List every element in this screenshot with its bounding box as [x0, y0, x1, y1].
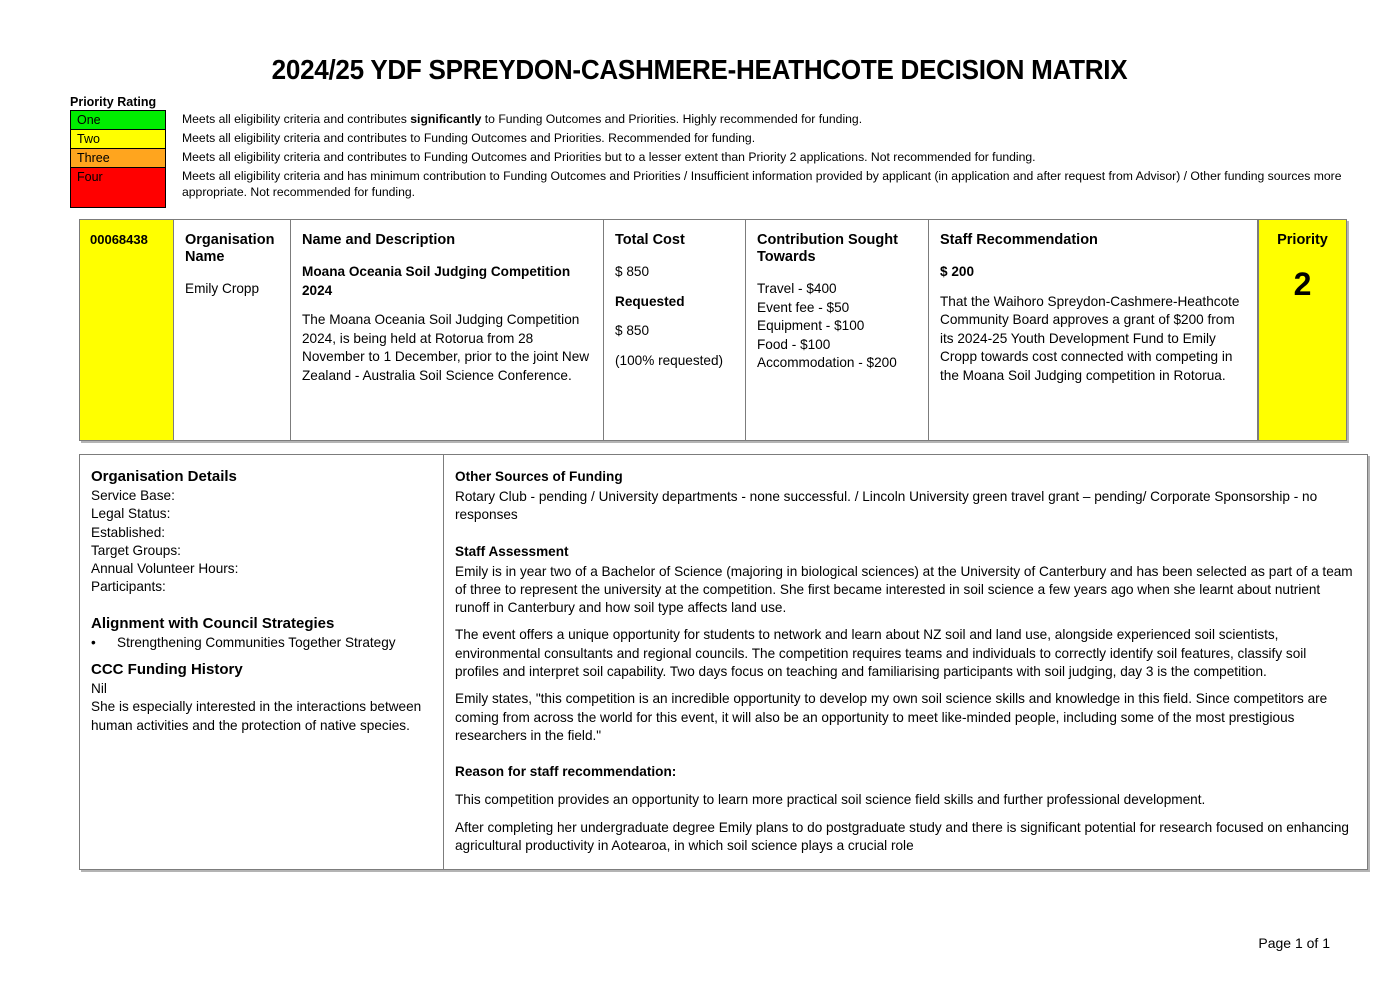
- bullet-icon: •: [91, 634, 96, 650]
- other-sources-text: Rotary Club - pending / University departments - none successful. / Lincoln University green travel grant – pending/ Corporate Sponsorship - no responses: [455, 489, 1318, 523]
- legend-text-one: [166, 110, 1360, 127]
- legend-text-one-after: to Funding Outcomes and Priorities. Highly recommended for funding.: [481, 112, 863, 126]
- organisation-details-heading: Organisation Details: [91, 468, 237, 485]
- organisation-details-column: [80, 455, 444, 869]
- legend-row-three: [70, 148, 1360, 167]
- legend-row-one: [70, 110, 1360, 129]
- alignment-bullet-label: Strengthening Communities Together Strategy: [117, 634, 396, 650]
- requested-amount: $ 850: [615, 323, 650, 338]
- page-footer: Page 1 of 1: [1258, 935, 1330, 951]
- spacer: [91, 652, 431, 660]
- contribution-sought-header: Contribution Sought Towards: [757, 232, 898, 265]
- priority-cell: [1258, 220, 1346, 440]
- legend-text-one-bold: significantly: [410, 112, 482, 126]
- spacer: [91, 597, 431, 614]
- staff-recommendation-header: Staff Recommendation: [940, 232, 1098, 248]
- field-annual-volunteer-hours: Annual Volunteer Hours:: [91, 561, 239, 577]
- field-established: Established:: [91, 524, 166, 540]
- page-title: 2024/25 YDF SPREYDON-CASHMERE-HEATHCOTE DECISION MATRIX: [271, 54, 1128, 85]
- total-cost-amount: $ 850: [615, 264, 650, 279]
- spacer: [615, 341, 735, 352]
- assessment-column: [444, 455, 1367, 869]
- legend-rows: [70, 110, 1360, 208]
- legend-text-three: Meets all eligibility criteria and contributes to Funding Outcomes and Priorities but to a lesser extent than Priority 2 applications. Not recommended for funding.: [182, 150, 1036, 164]
- field-target-groups: Target Groups:: [91, 542, 181, 558]
- spacer: [615, 282, 735, 293]
- field-service-base: Service Base:: [91, 488, 175, 503]
- legend-swatch-one: One: [70, 110, 166, 129]
- legend-row-two: [70, 129, 1360, 148]
- application-id: 00068438: [90, 232, 148, 247]
- staff-assessment-paragraph-2: The event offers a unique opportunity for students to network and learn about NZ soil and land use, alongside experienced soil scientists, environmental consultants and regional councils. The competition requires teams and individuals to correctly identify soil features, classify soil profiles and interpret soil capability. Two days focus on teaching and familiarising participants with soil judging, day 3 is the competition.: [455, 627, 1307, 680]
- field-legal-status: Legal Status:: [91, 506, 171, 522]
- organisation-name-cell: [174, 220, 291, 440]
- name-description-header: Name and Description: [302, 232, 456, 248]
- alignment-bullet-item: [91, 634, 431, 652]
- reason-paragraph-2: After completing her undergraduate degree Emily plans to do postgraduate study and there is significant potential for research focused on enhancing agricultural productivity in Aotearoa, in which soil science plays a crucial role: [455, 819, 1349, 853]
- staff-recommendation-cell: [929, 220, 1258, 440]
- application-summary-table: [79, 219, 1347, 441]
- organisation-name-value: Emily Cropp: [185, 281, 260, 296]
- legend-heading: Priority Rating: [70, 95, 157, 109]
- staff-recommendation-amount: $ 200: [940, 264, 975, 279]
- legend-swatch-four: Four: [70, 167, 166, 208]
- legend-swatch-two: Two: [70, 129, 166, 148]
- legend-text-two: Meets all eligibility criteria and contributes to Funding Outcomes and Priorities. Recommended for funding.: [182, 131, 756, 145]
- legend-row-four: [70, 167, 1360, 208]
- contribution-sought-cell: [746, 220, 929, 440]
- contribution-item-equipment: Equipment - $100: [757, 318, 865, 333]
- other-sources-heading: Other Sources of Funding: [455, 469, 623, 484]
- requested-percent: (100% requested): [615, 352, 724, 368]
- contribution-item-accommodation: Accommodation - $200: [757, 355, 897, 370]
- contribution-item-travel: Travel - $400: [757, 281, 837, 296]
- legend-text-one-before: Meets all eligibility criteria and contributes: [182, 112, 411, 126]
- staff-assessment-paragraph-1: Emily is in year two of a Bachelor of Science (majoring in biological sciences) at the University of Canterbury and has been selected as part of a team of three to represent the university at the competition. She first became interested in soil science a few years ago when she learnt about nutrient runoff in Canterbury and how soil type affects land use.: [455, 563, 1353, 616]
- priority-value: 2: [1293, 266, 1312, 302]
- spacer: [615, 311, 735, 322]
- spacer: [455, 525, 1353, 542]
- funding-history-heading: CCC Funding History: [91, 661, 243, 679]
- requested-label: Requested: [615, 293, 685, 309]
- contribution-item-food: Food - $100: [757, 336, 831, 352]
- total-cost-header: Total Cost: [615, 232, 685, 248]
- legend-swatch-three: Three: [70, 148, 166, 167]
- reason-heading: Reason for staff recommendation:: [455, 764, 677, 780]
- spacer: [940, 282, 1247, 293]
- priority-rating-legend: [70, 95, 1360, 208]
- legend-text-four: Meets all eligibility criteria and has minimum contribution to Funding Outcomes and Priorities / Insufficient information provided by applicant (in application and after request from Advisor) / Other funding sources more appropriate. Not recommended for funding.: [182, 169, 1342, 199]
- project-description: The Moana Oceania Soil Judging Competition 2024, is being held at Rotorua from 28 November to 1 December, prior to the joint New Zealand - Australia Soil Science Conference.: [302, 312, 590, 383]
- staff-assessment-paragraph-3: Emily states, "this competition is an incredible opportunity to develop my own soil science skills and knowledge in this field. Since competitors are coming from across the world for this event, it will also be an opportunity to meet like-minded people, including some of the most prestigious researchers in the field.": [455, 691, 1328, 743]
- total-cost-cell: [604, 220, 746, 440]
- reason-paragraph-1: This competition provides an opportunity to learn more practical soil science field skills and further professional development.: [455, 792, 1206, 808]
- spacer: [302, 300, 593, 311]
- staff-recommendation-text: That the Waihoro Spreydon-Cashmere-Heathcote Community Board approves a grant of $200 from its 2024-25 Youth Development Fund to Emily Cropp towards cost connected with competing in the Moana Soil Judging competition in Rotorua.: [940, 293, 1240, 383]
- staff-assessment-heading: Staff Assessment: [455, 543, 569, 559]
- priority-header: Priority: [1277, 232, 1328, 248]
- spacer: [455, 745, 1353, 762]
- organisation-name-header: Organisation Name: [185, 232, 275, 265]
- name-description-cell: [291, 220, 604, 440]
- application-id-cell: [80, 220, 174, 440]
- field-participants: Participants:: [91, 579, 166, 595]
- project-name: Moana Oceania Soil Judging Competition 2024: [302, 264, 571, 298]
- funding-history-note: She is especially interested in the interactions between human activities and the protection of native species.: [91, 699, 422, 733]
- application-details-panel: [79, 454, 1368, 870]
- alignment-heading: Alignment with Council Strategies: [91, 614, 335, 632]
- funding-history-value: Nil: [91, 681, 107, 697]
- contribution-item-event-fee: Event fee - $50: [757, 299, 850, 315]
